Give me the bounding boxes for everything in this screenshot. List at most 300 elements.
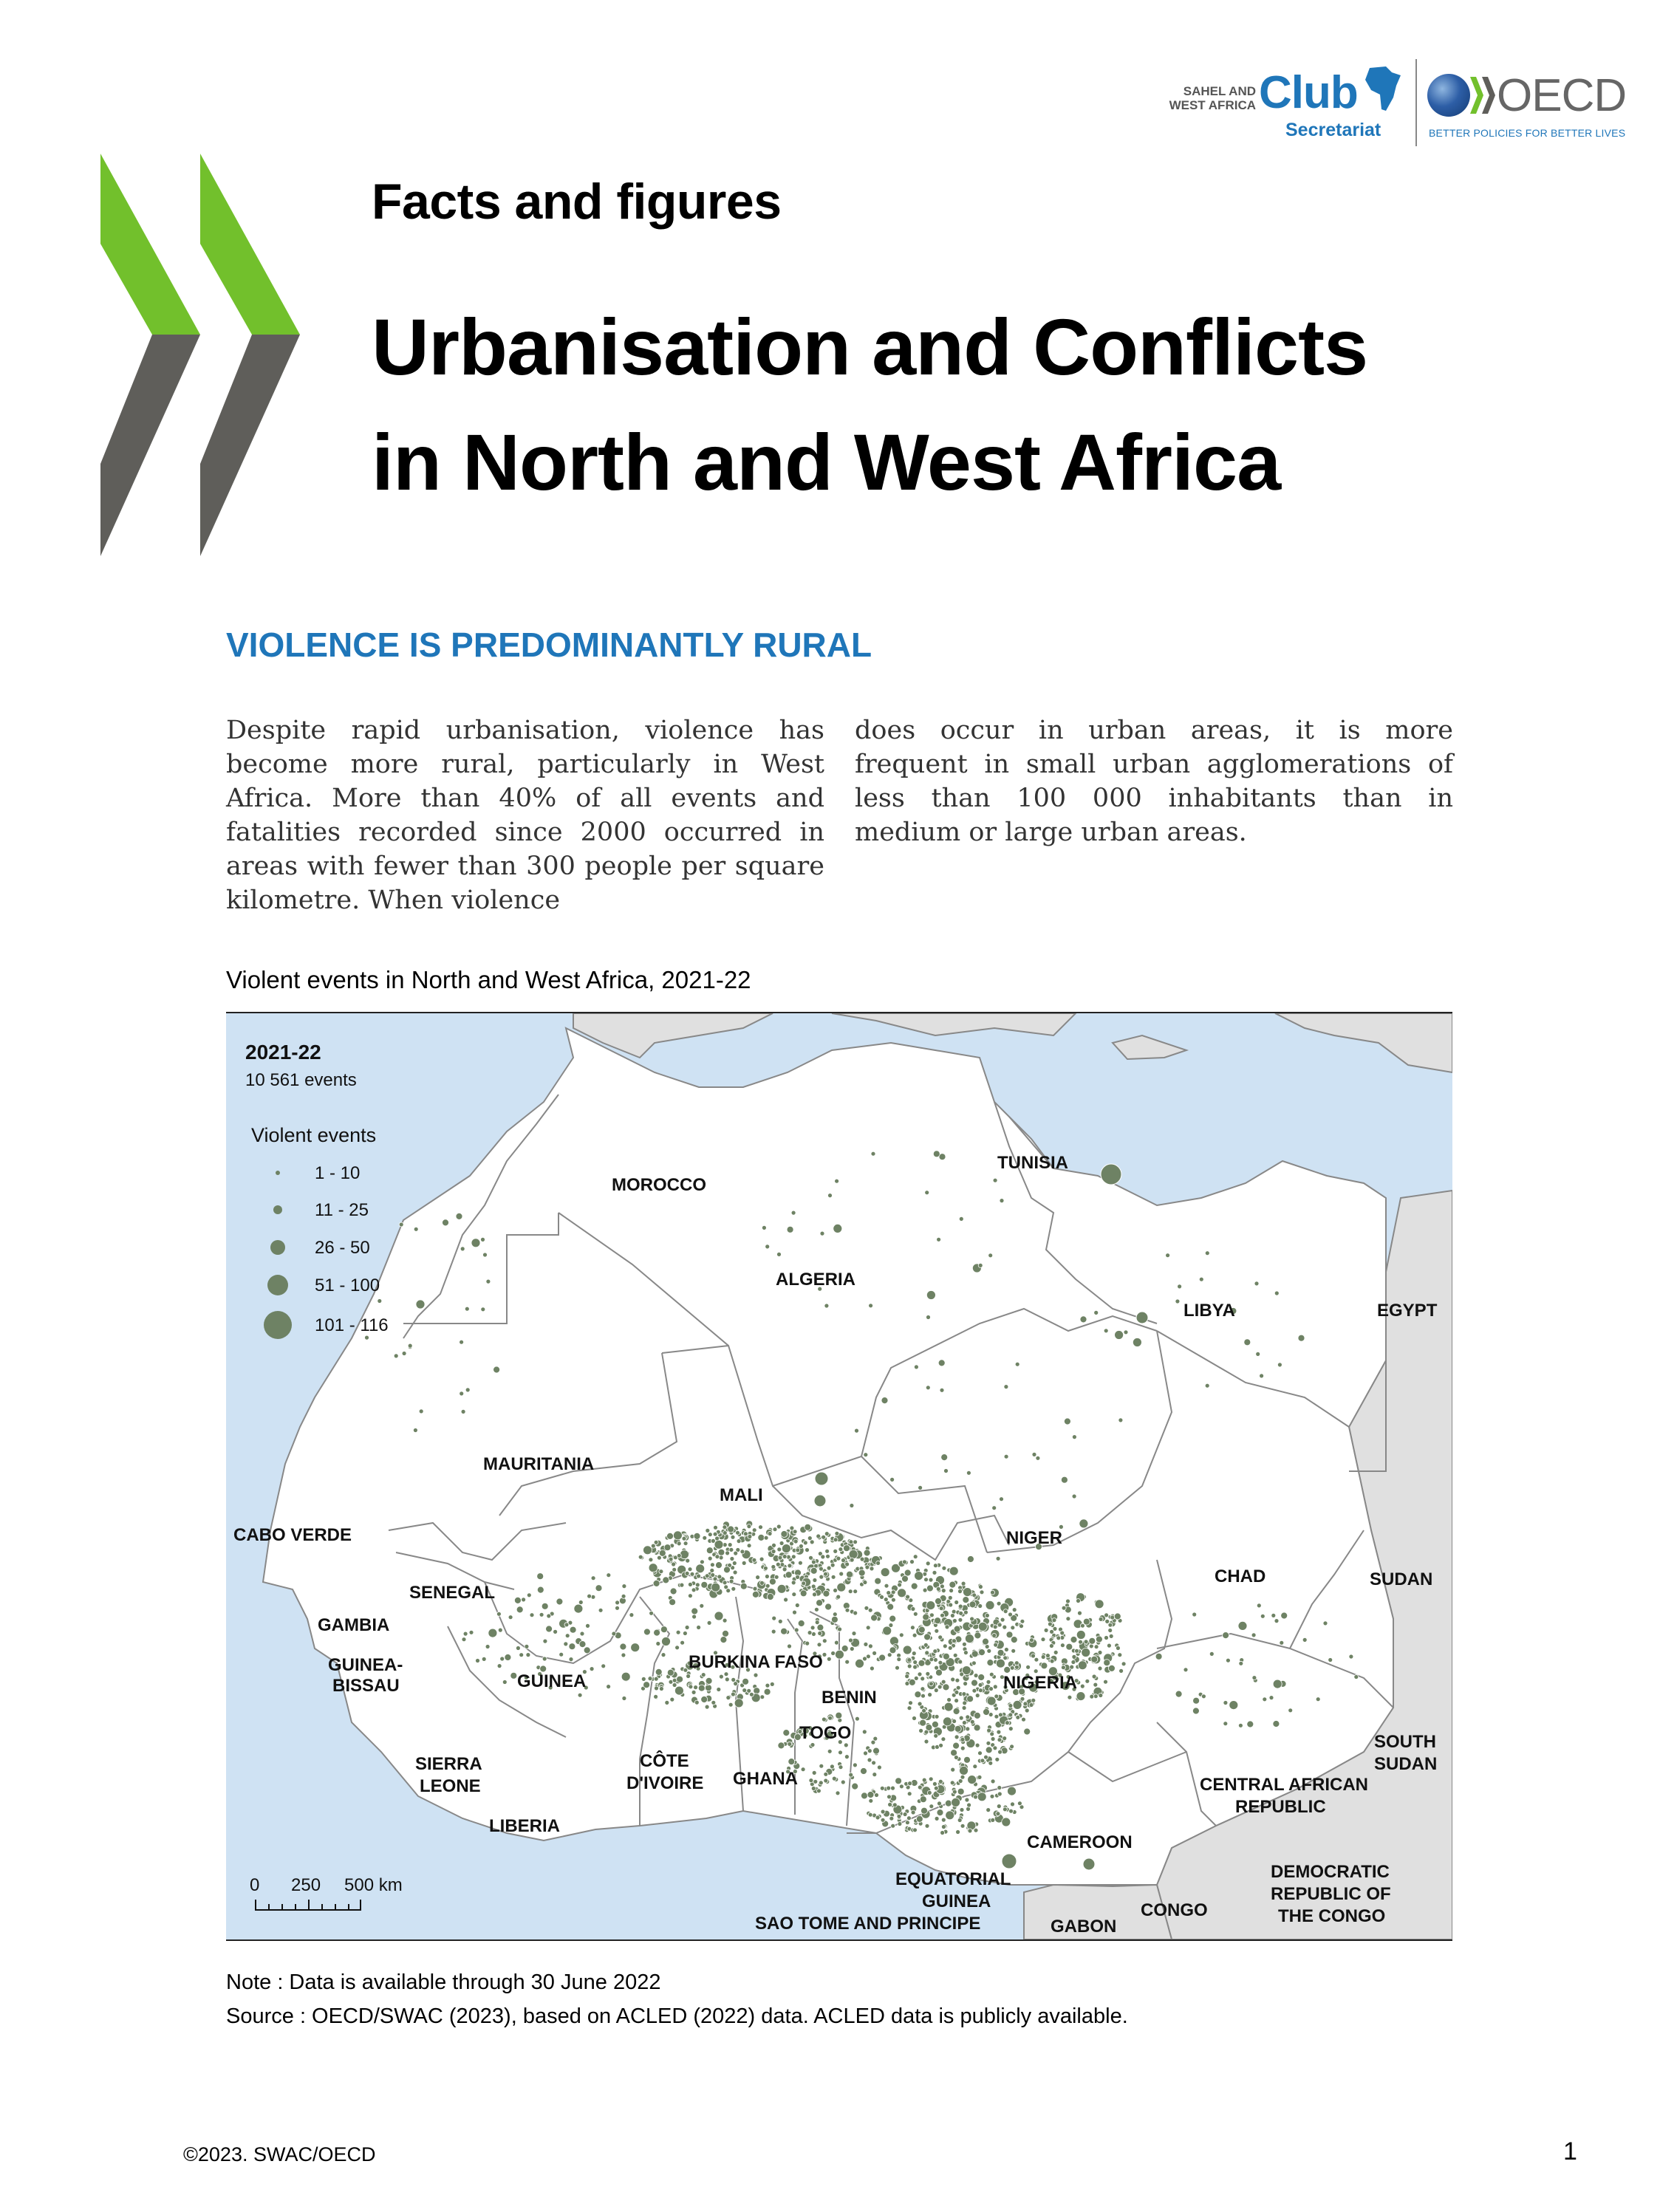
event-dot xyxy=(1118,1653,1122,1657)
event-dot xyxy=(685,1626,689,1630)
event-dot xyxy=(714,1612,723,1620)
event-dot xyxy=(1009,1809,1014,1813)
event-dot xyxy=(1238,1723,1243,1728)
event-dot xyxy=(836,1712,842,1719)
event-dot xyxy=(615,1606,620,1610)
event-dot xyxy=(1260,1374,1264,1378)
event-dot xyxy=(866,1626,870,1630)
event-dot xyxy=(1003,1625,1007,1629)
event-dot xyxy=(836,1595,841,1599)
label-gabon: GABON xyxy=(1051,1917,1117,1937)
event-dot xyxy=(1099,1617,1103,1621)
event-dot xyxy=(937,1685,942,1689)
event-dot xyxy=(685,1571,689,1575)
event-dot xyxy=(748,1535,752,1539)
event-dot xyxy=(790,1526,794,1530)
event-dot xyxy=(819,1781,823,1785)
event-dot xyxy=(879,1654,886,1661)
event-dot xyxy=(753,1586,757,1591)
event-dot xyxy=(710,1568,714,1572)
event-dot xyxy=(922,1778,926,1782)
event-dot-large xyxy=(1083,1858,1095,1870)
event-dot xyxy=(941,1589,946,1593)
event-dot xyxy=(730,1557,734,1561)
event-dot xyxy=(770,1682,774,1686)
event-dot-large xyxy=(814,1495,826,1507)
event-dot xyxy=(883,1626,892,1635)
event-dot xyxy=(872,1761,876,1765)
event-dot xyxy=(1166,1253,1170,1258)
event-dot xyxy=(941,1737,946,1742)
event-dot xyxy=(923,1588,927,1592)
event-dot xyxy=(850,1558,854,1562)
event-dot xyxy=(785,1572,792,1578)
event-dot xyxy=(726,1589,731,1593)
event-dot xyxy=(1244,1339,1251,1346)
event-dot xyxy=(1328,1658,1333,1663)
event-dot xyxy=(979,1649,986,1656)
event-dot xyxy=(935,1617,941,1624)
event-dot xyxy=(997,1792,1002,1796)
event-dot xyxy=(649,1611,654,1615)
event-dot xyxy=(1209,1651,1214,1656)
event-dot xyxy=(813,1592,817,1597)
event-dot xyxy=(772,1616,776,1620)
event-dot xyxy=(875,1815,880,1820)
event-dot xyxy=(1098,1666,1102,1671)
event-dot xyxy=(1256,1352,1260,1356)
event-dot xyxy=(978,1263,983,1267)
event-dot xyxy=(1003,1609,1008,1614)
event-dot xyxy=(987,1660,994,1666)
event-dot xyxy=(1192,1612,1197,1617)
event-dot xyxy=(945,1625,949,1629)
event-dot xyxy=(697,1574,701,1578)
event-dot xyxy=(969,1601,976,1608)
event-dot xyxy=(1004,1648,1008,1652)
label-algeria: ALGERIA xyxy=(776,1270,855,1290)
event-dot xyxy=(591,1576,595,1581)
event-dot xyxy=(834,1640,838,1645)
event-dot xyxy=(907,1792,912,1796)
event-dot xyxy=(962,1642,966,1646)
event-dot xyxy=(926,1386,930,1390)
event-dot xyxy=(584,1647,590,1654)
event-dot xyxy=(847,1571,853,1578)
event-dot xyxy=(688,1582,692,1586)
event-dot xyxy=(772,1543,776,1547)
event-dot xyxy=(909,1679,915,1685)
event-dot xyxy=(972,1593,977,1598)
event-dot xyxy=(974,1725,980,1731)
event-dot xyxy=(819,1764,824,1768)
event-dot xyxy=(811,1787,816,1791)
event-dot xyxy=(414,1227,418,1231)
event-dot xyxy=(723,1618,727,1623)
event-dot xyxy=(875,1578,881,1584)
event-dot xyxy=(526,1653,530,1657)
event-dot xyxy=(918,1672,922,1677)
event-dot xyxy=(717,1575,722,1579)
event-dot xyxy=(992,1634,997,1638)
event-dot xyxy=(952,1619,957,1623)
event-dot xyxy=(714,1525,718,1530)
event-dot xyxy=(929,1777,933,1781)
event-dot xyxy=(443,1219,449,1226)
event-dot xyxy=(863,1657,867,1661)
event-dot xyxy=(869,1798,873,1803)
event-dot xyxy=(996,1812,1000,1816)
event-dot xyxy=(465,1307,469,1311)
event-dot xyxy=(1118,1418,1123,1422)
event-dot xyxy=(849,1540,853,1544)
event-dot xyxy=(827,1657,831,1661)
event-dot xyxy=(990,1732,994,1736)
event-dot xyxy=(810,1743,815,1747)
event-dot xyxy=(700,1560,704,1564)
event-dot xyxy=(765,1583,770,1588)
event-dot xyxy=(1010,1744,1014,1749)
event-dot xyxy=(649,1558,653,1562)
event-dot xyxy=(881,1809,885,1814)
event-dot xyxy=(471,1239,480,1247)
event-dot xyxy=(1316,1697,1320,1702)
event-dot xyxy=(824,1532,829,1536)
event-dot xyxy=(1108,1665,1115,1671)
event-dot xyxy=(765,1683,770,1688)
event-dot xyxy=(952,1639,957,1643)
event-dot xyxy=(958,1604,963,1609)
event-dot xyxy=(729,1579,734,1583)
event-dot xyxy=(1280,1640,1284,1645)
event-dot xyxy=(716,1562,723,1569)
event-dot xyxy=(932,1721,938,1728)
event-dot xyxy=(833,1588,838,1592)
event-dot xyxy=(925,1191,929,1195)
event-dot xyxy=(953,1742,960,1749)
label-drc-1: DEMOCRATIC xyxy=(1271,1862,1390,1882)
event-dot xyxy=(564,1623,569,1627)
event-dot xyxy=(887,1786,891,1790)
event-dot xyxy=(832,1776,836,1781)
event-dot xyxy=(1070,1637,1077,1643)
event-dot xyxy=(924,1730,929,1734)
event-dot xyxy=(742,1678,749,1685)
event-dot xyxy=(530,1613,534,1617)
event-dot xyxy=(1000,1199,1004,1203)
event-dot xyxy=(542,1657,547,1661)
event-dot xyxy=(771,1565,776,1569)
map-canvas xyxy=(226,1013,1452,1939)
event-dot xyxy=(1104,1329,1108,1333)
event-dot xyxy=(848,1589,853,1594)
label-eq-guinea-2: GUINEA xyxy=(922,1891,991,1911)
event-dot xyxy=(938,1360,945,1366)
event-dot xyxy=(788,1564,792,1568)
event-dot xyxy=(1092,1674,1096,1679)
event-dot xyxy=(769,1578,776,1585)
event-dot xyxy=(836,1556,841,1561)
event-dot xyxy=(498,1628,502,1632)
event-dot xyxy=(496,1612,501,1616)
event-dot xyxy=(669,1599,676,1606)
event-dot xyxy=(938,1660,943,1665)
event-dot xyxy=(861,1768,867,1775)
event-dot xyxy=(968,1829,972,1833)
event-dot xyxy=(920,1719,926,1726)
event-dot xyxy=(700,1603,704,1608)
event-dot xyxy=(986,1747,992,1753)
event-dot xyxy=(850,1647,854,1651)
event-dot xyxy=(926,1315,931,1320)
event-dot xyxy=(997,1730,1001,1734)
event-dot xyxy=(855,1428,859,1433)
event-dot xyxy=(799,1544,803,1549)
event-dot xyxy=(669,1557,673,1561)
event-dot xyxy=(771,1629,776,1634)
event-dot xyxy=(665,1700,669,1705)
event-dot xyxy=(742,1688,747,1693)
event-dot xyxy=(967,1696,974,1702)
label-togo: TOGO xyxy=(799,1723,852,1743)
event-dot xyxy=(505,1654,511,1661)
event-dot xyxy=(565,1634,570,1638)
event-dot xyxy=(932,1781,937,1786)
event-dot xyxy=(1070,1665,1074,1669)
event-dot xyxy=(898,1589,906,1598)
event-dot xyxy=(880,1595,884,1599)
event-dot xyxy=(994,1694,999,1699)
event-dot xyxy=(835,1650,844,1659)
event-dot xyxy=(788,1759,795,1765)
event-dot xyxy=(692,1615,697,1619)
event-dot xyxy=(884,1598,888,1602)
event-dot xyxy=(934,1733,938,1738)
event-dot xyxy=(1178,1284,1182,1289)
event-dot xyxy=(659,1569,663,1574)
event-dot xyxy=(1093,1682,1098,1687)
event-dot xyxy=(1062,1606,1066,1610)
event-dot xyxy=(663,1577,669,1583)
event-dot xyxy=(1096,1636,1102,1643)
event-dot xyxy=(1093,1694,1098,1699)
event-dot xyxy=(1002,1818,1011,1826)
event-dot xyxy=(1008,1727,1013,1731)
event-dot xyxy=(800,1590,807,1597)
event-dot xyxy=(975,1743,980,1747)
event-dot xyxy=(1029,1638,1034,1643)
event-dot xyxy=(941,1818,946,1822)
event-dot xyxy=(667,1669,674,1676)
event-dot xyxy=(950,1614,954,1618)
event-dot xyxy=(817,1643,822,1647)
event-dot xyxy=(570,1626,576,1633)
event-dot xyxy=(579,1641,586,1648)
event-dot xyxy=(871,1151,875,1156)
event-dot xyxy=(926,1291,935,1300)
globe-icon xyxy=(1427,74,1470,117)
event-dot xyxy=(1066,1643,1073,1650)
event-dot xyxy=(1017,1801,1022,1806)
event-dot xyxy=(394,1354,398,1358)
event-dot xyxy=(1252,1676,1257,1680)
event-dot xyxy=(921,1807,928,1814)
event-dot xyxy=(1078,1661,1087,1670)
event-dot xyxy=(963,1682,968,1686)
event-dot xyxy=(824,1572,828,1576)
event-dot xyxy=(1104,1679,1108,1684)
event-dot xyxy=(948,1646,952,1650)
event-dot xyxy=(1078,1611,1082,1615)
event-dot xyxy=(765,1244,770,1249)
event-dot xyxy=(926,1601,935,1610)
event-dot xyxy=(961,1581,966,1586)
label-car-2: REPUBLIC xyxy=(1235,1797,1326,1817)
event-dot xyxy=(920,1687,925,1691)
event-dot xyxy=(778,1742,785,1749)
oecd-wordmark: OECD xyxy=(1497,70,1627,121)
event-dot xyxy=(816,1534,821,1538)
event-dot xyxy=(993,1625,997,1629)
event-dot xyxy=(1109,1634,1113,1638)
legend-event-total: 10 561 events xyxy=(245,1070,357,1090)
event-dot xyxy=(994,1714,999,1719)
event-dot xyxy=(830,1563,835,1567)
oecd-tagline: BETTER POLICIES FOR BETTER LIVES xyxy=(1429,127,1626,139)
event-dot xyxy=(887,1603,894,1610)
event-dot xyxy=(698,1685,705,1691)
event-dot xyxy=(1036,1456,1040,1460)
event-dot-large xyxy=(1002,1854,1017,1869)
event-dot xyxy=(510,1672,517,1679)
title-line-2: in North and West Africa xyxy=(372,417,1281,507)
event-dot xyxy=(1090,1694,1094,1699)
event-dot xyxy=(966,1727,970,1731)
event-dot xyxy=(661,1653,666,1657)
event-dot xyxy=(907,1658,912,1663)
event-dot xyxy=(1000,1497,1004,1502)
event-dot xyxy=(960,1824,965,1828)
event-dot xyxy=(793,1530,797,1534)
event-dot xyxy=(895,1665,900,1670)
event-dot xyxy=(791,1555,796,1559)
event-dot xyxy=(1061,1476,1068,1483)
event-dot xyxy=(870,1666,874,1671)
event-dot xyxy=(812,1770,816,1775)
event-dot xyxy=(622,1584,626,1589)
event-dot xyxy=(728,1702,733,1707)
event-dot xyxy=(940,1388,944,1392)
event-dot xyxy=(935,1816,939,1821)
legend-label-3: 26 - 50 xyxy=(315,1238,370,1258)
event-dot xyxy=(816,1600,823,1606)
event-dot xyxy=(838,1627,842,1631)
event-dot xyxy=(701,1696,708,1703)
event-dot xyxy=(796,1548,800,1552)
event-dot xyxy=(977,1775,982,1779)
event-dot xyxy=(823,1590,830,1597)
event-dot xyxy=(708,1556,712,1561)
event-dot xyxy=(462,1637,466,1642)
event-dot xyxy=(754,1673,758,1677)
event-dot xyxy=(723,1630,729,1637)
event-dot xyxy=(964,1756,971,1763)
event-dot xyxy=(408,1343,412,1348)
event-dot xyxy=(947,1698,952,1702)
event-dot-large xyxy=(1136,1312,1148,1324)
event-dot xyxy=(759,1525,763,1530)
legend-dot-1 xyxy=(276,1171,280,1175)
chevron-left-grey xyxy=(100,335,200,556)
event-dot xyxy=(1104,1636,1109,1640)
event-dot xyxy=(1155,1653,1162,1660)
label-cote-divoire-2: D'IVOIRE xyxy=(626,1773,704,1793)
event-dot xyxy=(1026,1665,1031,1669)
event-dot xyxy=(590,1667,594,1671)
label-liberia: LIBERIA xyxy=(489,1816,560,1836)
event-dot xyxy=(962,1706,966,1711)
event-dot xyxy=(1201,1694,1206,1699)
event-dot xyxy=(1085,1679,1090,1683)
event-dot xyxy=(824,1778,828,1783)
event-dot xyxy=(937,1809,943,1816)
event-dot xyxy=(776,1524,781,1529)
event-dot xyxy=(968,1776,977,1784)
event-dot xyxy=(752,1591,759,1598)
event-dot xyxy=(845,1608,850,1612)
event-dot xyxy=(1072,1494,1076,1499)
event-dot xyxy=(796,1575,800,1579)
event-dot xyxy=(1008,1612,1013,1617)
event-dot xyxy=(771,1550,776,1554)
paragraph-right: does occur in urban areas, it is more frequent in small urban agglomerations of less than 100 000 inhabitants than in medium or large urban areas. xyxy=(855,716,1453,847)
event-dot xyxy=(516,1606,523,1613)
label-gambia: GAMBIA xyxy=(318,1615,390,1635)
event-dot xyxy=(821,1555,825,1559)
event-dot xyxy=(906,1816,911,1821)
event-dot xyxy=(938,1635,943,1640)
event-dot xyxy=(995,1757,1000,1761)
event-dot xyxy=(1041,1655,1045,1660)
event-dot xyxy=(864,1642,868,1646)
event-dot xyxy=(788,1742,792,1746)
event-dot xyxy=(711,1583,720,1592)
event-dot xyxy=(986,1741,991,1745)
swac-logo-secretariat: Secretariat xyxy=(1285,120,1381,140)
event-dot xyxy=(1066,1617,1070,1621)
page-number: 1 xyxy=(1563,2137,1577,2165)
event-dot xyxy=(943,1684,949,1691)
event-dot xyxy=(881,1568,889,1577)
event-dot xyxy=(725,1551,730,1555)
event-dot xyxy=(783,1730,790,1736)
event-dot xyxy=(966,1807,971,1811)
event-dot xyxy=(643,1546,652,1555)
event-dot xyxy=(892,1803,897,1807)
event-dot xyxy=(631,1643,640,1652)
event-dot xyxy=(949,1589,954,1593)
event-dot xyxy=(724,1566,731,1573)
event-dot xyxy=(869,1304,873,1308)
event-dot xyxy=(649,1564,657,1572)
label-guinea-bissau-2: BISSAU xyxy=(332,1676,400,1696)
event-dot xyxy=(578,1600,583,1605)
event-dot xyxy=(598,1608,603,1612)
event-dot xyxy=(1247,1721,1254,1728)
event-dot xyxy=(845,1660,850,1664)
event-dot xyxy=(918,1702,922,1706)
event-dot xyxy=(620,1643,626,1650)
